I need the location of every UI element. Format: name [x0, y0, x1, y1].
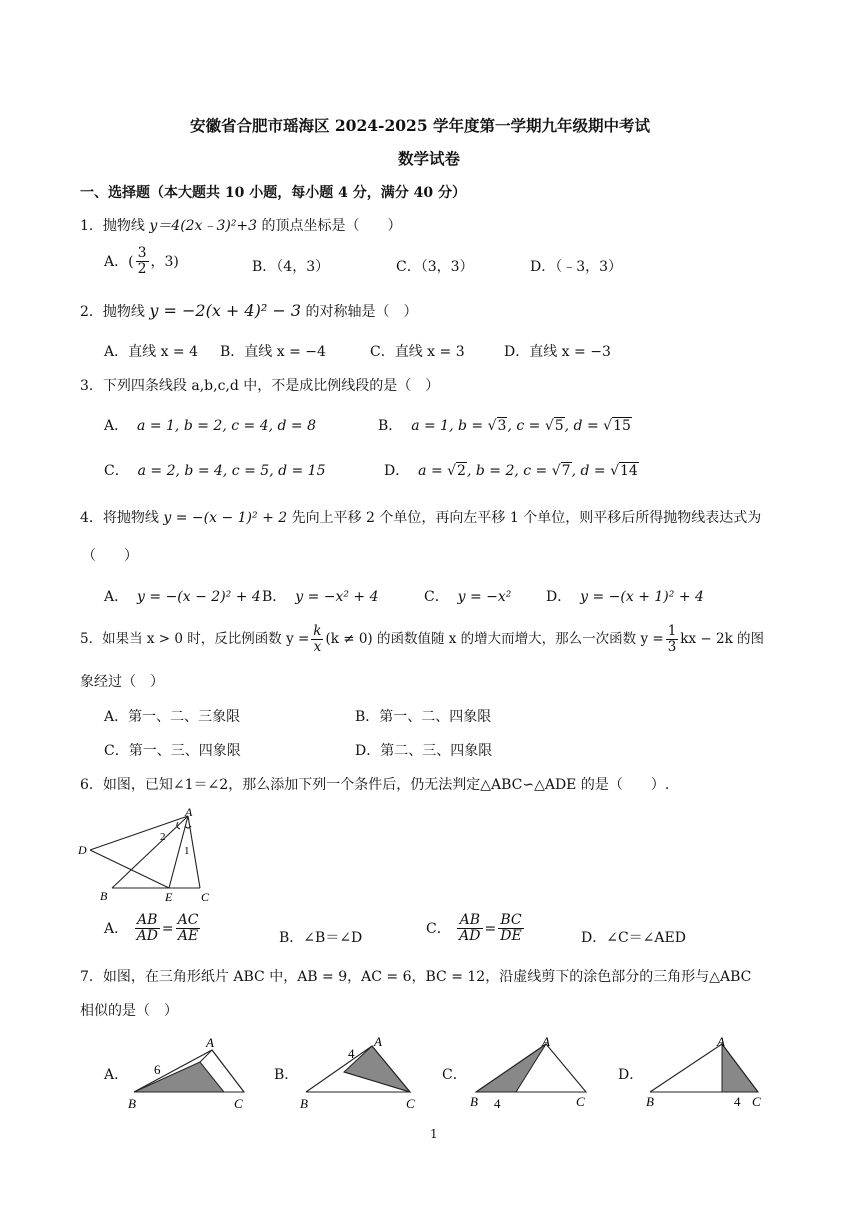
label-a: A — [185, 808, 193, 819]
angle-2-label: 2 — [160, 831, 166, 843]
option-b-label: B． — [274, 1067, 299, 1083]
sqrt-value: 7 — [561, 463, 571, 479]
sqrt-value: 15 — [613, 418, 631, 434]
math-expression: y = −(x − 1)² + 2 — [163, 510, 288, 526]
label-e: E — [165, 890, 173, 904]
option-d: D．∠C＝∠AED — [581, 930, 686, 946]
math-expression: y = −2(x + 4)² − 3 — [149, 301, 302, 320]
label-b: B — [470, 1094, 478, 1109]
length-mark: 4 — [734, 1094, 741, 1109]
option-d: D．第二、三、四象限 — [355, 743, 493, 759]
question-2-stem: 2．抛物线 y = −2(x + 4)² − 3 的对称轴是（ ） — [80, 301, 418, 320]
page-title: 安徽省合肥市瑶海区 2024-2025 学年度第一学期九年级期中考试 — [190, 116, 651, 135]
question-number: 5． — [80, 630, 103, 647]
label-c: C — [234, 1096, 243, 1111]
triangle-option-b — [296, 1032, 426, 1114]
option-b: B．第一、二、四象限 — [355, 709, 492, 725]
option-a: A． y = −(x − 2)² + 4 — [104, 589, 261, 605]
option-d: D．直线 x = −3 — [504, 344, 611, 360]
option-b: B．直线 x = −4 — [220, 344, 326, 360]
option-a: A．直线 x = 4 — [104, 344, 199, 360]
sqrt-value: 3 — [497, 418, 507, 434]
fraction: $\frac{3}{2}$ — [137, 245, 147, 278]
page-subtitle: 数学试卷 — [398, 149, 461, 168]
length-mark: 4 — [348, 1046, 355, 1061]
option-c: C． y = −x² — [424, 589, 512, 605]
question-5-line2: 象经过（ ） — [80, 674, 164, 690]
question-5-stem: 5．如果当 x > 0 时，反比例函数 y = $\frac{k}{x}$ (k ≠ 0) 的函数值随 x 的增大而增大，那么一次函数 y = $\frac{1}{3}$ kx − 2k 的图 — [80, 623, 765, 655]
option-b: B． a = 1, b = √3, c = √5, d = √15 — [378, 418, 631, 434]
option-c-label: C． — [442, 1067, 467, 1083]
question-7-stem: 7．如图，在三角形纸片 ABC 中，AB = 9，AC = 6，BC = 12，沿虚线剪下的涂色部分的三角形与△ABC — [80, 969, 752, 985]
sqrt-value: 2 — [457, 463, 466, 479]
label-c: C — [201, 890, 210, 904]
question-7-line2: 相似的是（ ） — [80, 1003, 178, 1019]
question-number: 2． — [80, 304, 103, 320]
option-d: D． a = √2, b = 2, c = √7, d = √14 — [384, 463, 638, 479]
question-1-stem: 1．抛物线 y＝4(2x﹣3)²+3 的顶点坐标是（ ） — [80, 218, 402, 234]
triangle-option-d — [640, 1032, 770, 1114]
question-number: 7． — [80, 969, 103, 985]
question-number: 3． — [80, 378, 103, 394]
answer-bracket: （ ） — [82, 548, 138, 564]
option-d: D．（﹣3，3） — [530, 259, 623, 275]
length-mark: 4 — [494, 1096, 501, 1111]
option-b: B．（4，3） — [252, 259, 330, 275]
triangle-option-a — [124, 1032, 254, 1114]
fraction: $\frac{BC}{DE}$ — [500, 912, 522, 945]
option-d: D． y = −(x + 1)² + 4 — [546, 589, 704, 605]
label-c: C — [752, 1094, 761, 1109]
triangle-option-c — [466, 1032, 596, 1114]
label-b: B — [646, 1094, 654, 1109]
question-number: 4． — [80, 510, 103, 526]
label-d: D — [78, 843, 87, 857]
label-a: A — [717, 1034, 725, 1049]
option-a: A．第一、二、三象限 — [104, 709, 241, 725]
option-c: C．（3，3） — [396, 259, 474, 275]
label-b: B — [128, 1096, 136, 1111]
label-a: A — [374, 1034, 382, 1049]
sqrt-value: 5 — [554, 418, 564, 434]
question-6-stem: 6．如图，已知∠1＝∠2，那么添加下列一个条件后，仍无法判定△ABC∽△ADE 的是（ ）. — [80, 777, 670, 793]
page-number: 1 — [430, 1127, 438, 1141]
label-c: C — [406, 1096, 415, 1111]
math-expression: y＝4(2x﹣3)²+3 — [149, 218, 258, 234]
section-heading: 一、选择题（本大题共 10 小题，每小题 4 分，满分 40 分） — [80, 185, 466, 201]
label-a: A — [542, 1034, 550, 1049]
triangle-figure-q6 — [74, 808, 224, 904]
question-3-stem: 3．下列四条线段 a,b,c,d 中，不是成比例线段的是（ ） — [80, 378, 440, 394]
option-c: C．直线 x = 3 — [370, 344, 465, 360]
fraction: $\frac{1}{3}$ — [667, 623, 677, 655]
label-c: C — [576, 1094, 585, 1109]
option-b: B． y = −x² + 4 — [262, 589, 379, 605]
sqrt-value: 14 — [620, 463, 638, 479]
label-b: B — [100, 889, 108, 903]
option-a: A． $\frac{AB}{AD}$ = $\frac{AC}{AE}$ — [104, 912, 199, 945]
fraction: $\frac{AB}{AD}$ — [459, 912, 481, 945]
option-a: A． a = 1, b = 2, c = 4, d = 8 — [104, 418, 316, 434]
question-4-stem: 4．将抛物线 y = −(x − 1)² + 2 先向上平移 2 个单位，再向左平移 1 个单位，则平移后所得抛物线表达式为 — [80, 510, 762, 526]
label-a: A — [206, 1035, 214, 1050]
option-c: C． a = 2, b = 4, c = 5, d = 15 — [104, 463, 326, 479]
option-a-label: A． — [104, 1067, 129, 1083]
option-b: B．∠B＝∠D — [279, 930, 363, 946]
option-c: C． $\frac{AB}{AD}$ = $\frac{BC}{DE}$ — [426, 912, 522, 945]
fraction: $\frac{k}{x}$ — [313, 623, 322, 655]
question-number: 6． — [80, 777, 103, 793]
question-number: 1． — [80, 218, 103, 234]
label-b: B — [300, 1096, 308, 1111]
length-mark: 6 — [154, 1062, 161, 1077]
option-a: A．( $\frac{3}{2}$ ，3) — [104, 245, 179, 278]
fraction: $\frac{AB}{AD}$ — [136, 912, 158, 945]
option-d-label: D． — [618, 1067, 644, 1083]
fraction: $\frac{AC}{AE}$ — [177, 912, 199, 945]
option-c: C．第一、三、四象限 — [104, 743, 241, 759]
angle-1-label: 1 — [184, 845, 190, 857]
